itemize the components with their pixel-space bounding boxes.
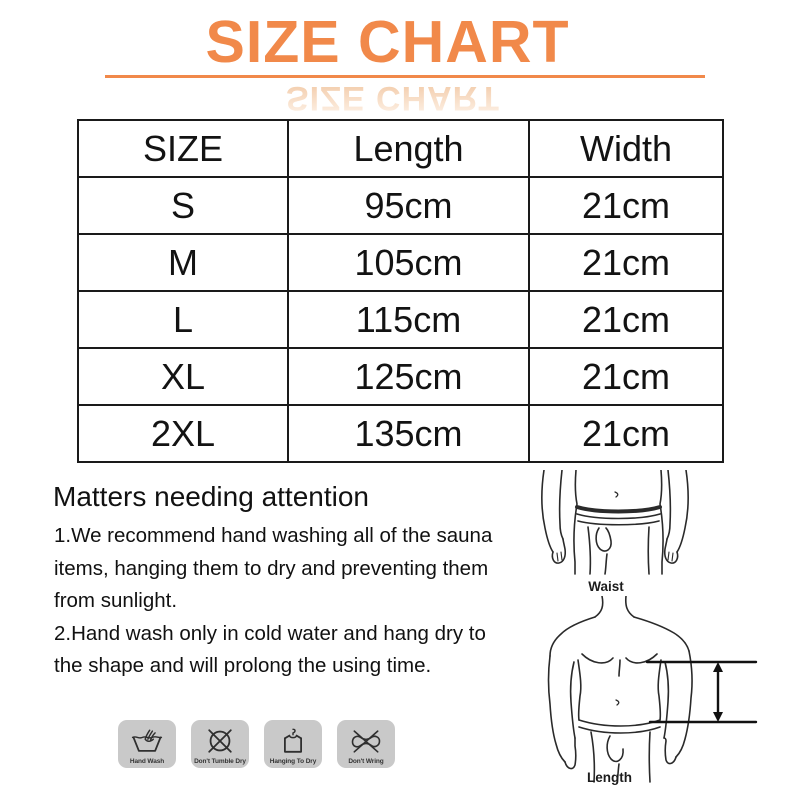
table-row	[78, 177, 723, 234]
col-header-size: SIZE	[78, 120, 288, 177]
page-title: SIZE CHART	[205, 9, 570, 75]
size-cell: 2XL	[78, 405, 288, 462]
waist-figure	[535, 470, 695, 582]
table-row	[78, 405, 723, 462]
care-instructions-row	[118, 720, 395, 768]
length-figure-label: Length	[587, 770, 632, 785]
care-box-hand-wash	[118, 720, 176, 768]
length-cell: 115cm	[288, 291, 529, 348]
width-cell: 21cm	[529, 177, 723, 234]
length-figure	[538, 596, 768, 785]
attention-line: items, hanging them to dry and preventing them	[54, 556, 489, 580]
width-cell: 21cm	[529, 291, 723, 348]
dont-tumble-dry-icon	[202, 724, 238, 758]
waist-figure-label: Waist	[588, 579, 624, 594]
size-chart-table	[77, 119, 724, 463]
width-cell: 21cm	[529, 234, 723, 291]
title-underline	[105, 75, 705, 78]
length-cell: 125cm	[288, 348, 529, 405]
care-box-dont-tumble-dry	[191, 720, 249, 768]
size-cell: S	[78, 177, 288, 234]
width-cell: 21cm	[529, 405, 723, 462]
attention-heading: Matters needing attention	[53, 481, 369, 512]
hand-wash-icon	[129, 724, 165, 758]
care-label: Don't Tumble Dry	[194, 758, 246, 765]
table-row	[78, 348, 723, 405]
attention-line: from sunlight.	[54, 589, 178, 612]
care-box-hanging-to-dry	[264, 720, 322, 768]
length-cell: 135cm	[288, 405, 529, 462]
care-label: Hanging To Dry	[269, 758, 317, 765]
col-header-length: Length	[288, 120, 529, 177]
page-title-reflection: SIZE CHART	[0, 81, 786, 115]
size-cell: M	[78, 234, 288, 291]
size-cell: XL	[78, 348, 288, 405]
attention-line: the shape and will prolong the using time.	[54, 654, 432, 677]
size-cell: L	[78, 291, 288, 348]
table-row	[78, 234, 723, 291]
attention-line: 2.Hand wash only in cold water and hang dry to	[54, 621, 486, 645]
length-cell: 105cm	[288, 234, 529, 291]
width-cell: 21cm	[529, 348, 723, 405]
col-header-width: Width	[529, 120, 723, 177]
care-label: Don't Wring	[348, 758, 384, 765]
table-row	[78, 291, 723, 348]
length-cell: 95cm	[288, 177, 529, 234]
dont-wring-icon	[348, 724, 384, 758]
length-measurement-lines	[647, 662, 756, 722]
attention-paragraph	[54, 520, 519, 683]
care-label: Hand Wash	[129, 758, 165, 765]
table-header-row	[78, 120, 723, 177]
attention-line: 1.We recommend hand washing all of the sauna	[54, 524, 493, 547]
hanging-to-dry-icon	[275, 724, 311, 758]
care-box-dont-wring	[337, 720, 395, 768]
